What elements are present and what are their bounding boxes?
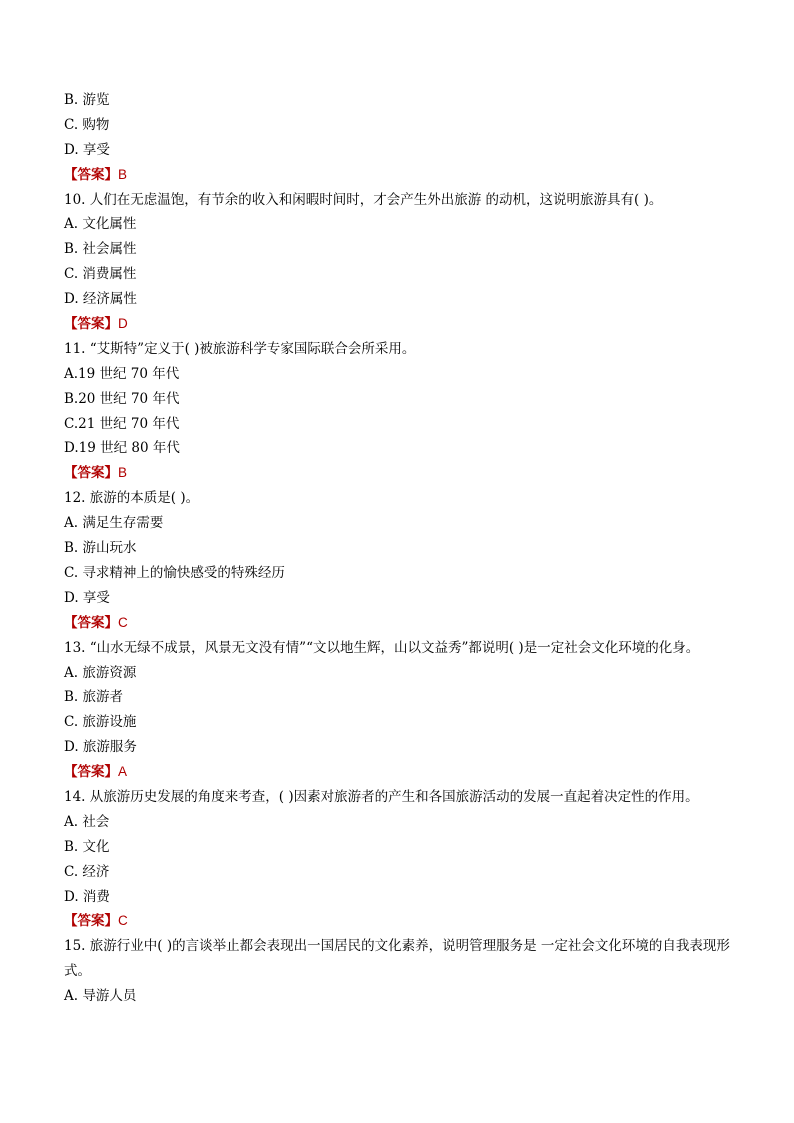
option-line: D. 经济属性 — [64, 291, 137, 308]
option-line: B. 社会属性 — [64, 241, 137, 258]
question-stem: 15. 旅游行业中( )的言谈举止都会表现出一国居民的文化素养，说明管理服务是 一定社会文化环境的自我表现形式。 — [64, 938, 730, 980]
option-line: A. 社会 — [64, 813, 110, 830]
answer-line — [64, 909, 744, 934]
option-line: C. 经济 — [64, 863, 110, 880]
option-line: D. 消费 — [64, 888, 110, 905]
answer-line — [64, 760, 744, 785]
option-line: A. 导游人员 — [64, 988, 137, 1005]
option-line: A.19 世纪 70 年代 — [64, 365, 180, 382]
option-line: C. 寻求精神上的愉快感受的特殊经历 — [64, 564, 285, 581]
answer-line — [64, 312, 744, 337]
question-stem: 12. 旅游的本质是( )。 — [64, 490, 200, 507]
option-line: C. 旅游设施 — [64, 714, 137, 731]
answer-label: 【答案】 — [64, 316, 118, 333]
document-page — [64, 88, 744, 1009]
answer-line — [64, 163, 744, 188]
answer-value: C — [118, 913, 128, 929]
option-line: A. 满足生存需要 — [64, 515, 164, 532]
answer-label: 【答案】 — [64, 764, 118, 781]
answer-value: D — [118, 316, 128, 332]
question-stem: 11. “艾斯特”定义于( )被旅游科学专家国际联合会所采用。 — [64, 340, 416, 357]
option-line: D. 享受 — [64, 589, 110, 606]
option-line: D. 享受 — [64, 141, 110, 158]
option-line: B.20 世纪 70 年代 — [64, 390, 180, 407]
option-line: C.21 世纪 70 年代 — [64, 415, 180, 432]
option-line: C. 消费属性 — [64, 266, 137, 283]
answer-label: 【答案】 — [64, 614, 118, 631]
answer-line — [64, 461, 744, 486]
answer-label: 【答案】 — [64, 465, 118, 482]
answer-value: A — [118, 764, 128, 780]
question-stem: 13. “山水无绿不成景，风景无文没有情”“文以地生辉，山以文益秀”都说明( )是一定社会文化环境的化身。 — [64, 639, 700, 656]
question-stem: 14. 从旅游历史发展的角度来考查，( )因素对旅游者的产生和各国旅游活动的发展一直起着决定性的作用。 — [64, 788, 699, 805]
answer-value: B — [118, 166, 128, 182]
answer-label: 【答案】 — [64, 913, 118, 930]
option-line: B. 旅游者 — [64, 689, 124, 706]
option-line: D.19 世纪 80 年代 — [64, 440, 180, 457]
option-line: A. 旅游资源 — [64, 664, 137, 681]
option-line: B. 文化 — [64, 838, 110, 855]
option-line: C. 购物 — [64, 116, 110, 133]
option-line: A. 文化属性 — [64, 216, 137, 233]
answer-value: B — [118, 465, 128, 481]
answer-label: 【答案】 — [64, 166, 118, 183]
answer-line — [64, 611, 744, 636]
answer-value: C — [118, 614, 128, 630]
option-line: B. 游山玩水 — [64, 540, 137, 557]
option-line: B. 游览 — [64, 92, 110, 108]
question-stem: 10. 人们在无虑温饱，有节余的收入和闲暇时间时，才会产生外出旅游 的动机，这说明旅游具有( )。 — [64, 191, 663, 208]
option-line: D. 旅游服务 — [64, 739, 137, 756]
